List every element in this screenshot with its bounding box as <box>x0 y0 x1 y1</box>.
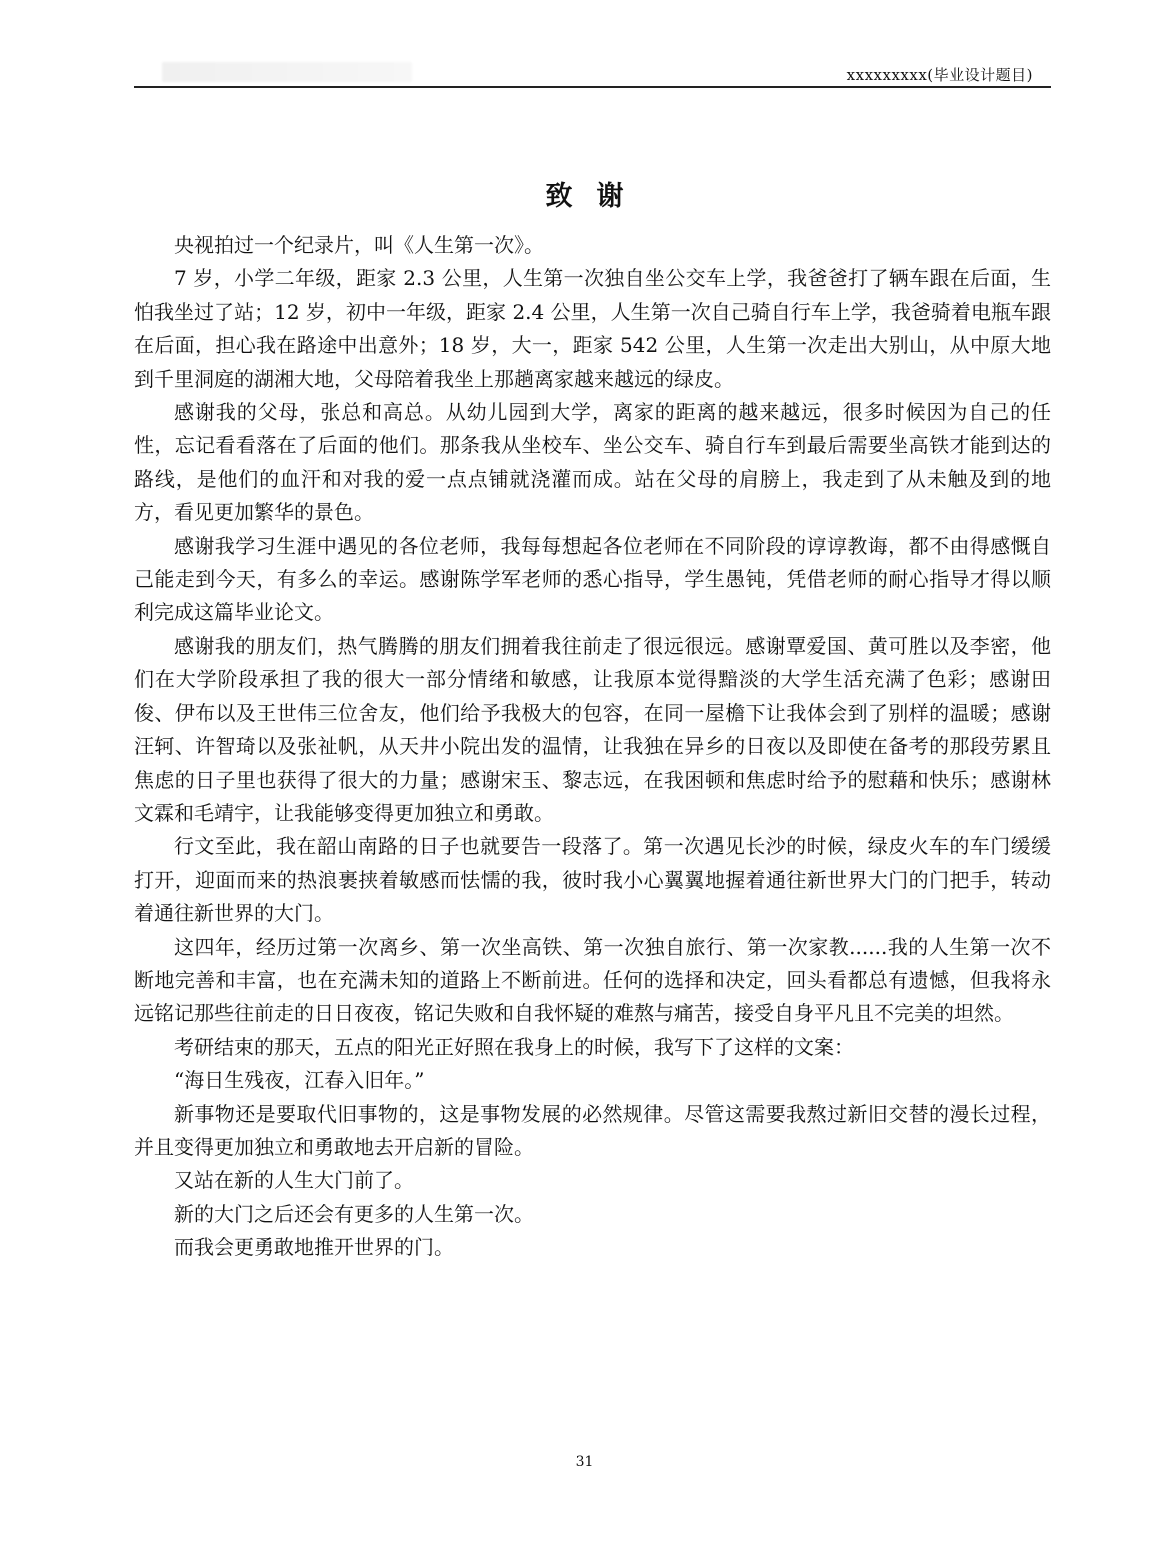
paragraph-first-times: 7 岁，小学二年级，距家 2.3 公里，人生第一次独自坐公交车上学，我爸爸打了辆车跟在后面，生怕我坐过了站；12 岁，初中一年级，距家 2.4 公里，人生第一次自己骑自行车上学，我爸骑着电瓶车跟在后面，担心我在路途中出意外；18 岁，大一，距家 542 公里，人生第一次走出大别山，从中原大地到千里洞庭的湖湘大地，父母陪着我坐上那趟离家越来越远的绿皮。 <box>134 266 1051 391</box>
page-header <box>134 58 1051 88</box>
paragraph-new-door: 又站在新的人生大门前了。 <box>174 1168 414 1193</box>
paragraph-closing: 而我会更勇敢地推开世界的门。 <box>174 1235 454 1260</box>
paragraph-quote: “海日生残夜，江春入旧年。” <box>174 1068 425 1093</box>
paragraph-four-years: 这四年，经历过第一次离乡、第一次坐高铁、第一次独自旅行、第一次家教......我的人生第一次不断地完善和丰富，也在充满未知的道路上不断前进。任何的选择和决定，回头看都总有遗憾，但我将永远铭记那些往前走的日日夜夜，铭记失败和自我怀疑的难熬与痛苦，接受自身平凡且不完美的坦然。 <box>134 934 1051 1026</box>
paragraph-exam-day: 考研结束的那天，五点的阳光正好照在我身上的时候，我写下了这样的文案： <box>174 1034 854 1059</box>
paragraph-more-firsts: 新的大门之后还会有更多的人生第一次。 <box>174 1201 534 1226</box>
page-title: 致谢 <box>545 181 648 212</box>
paragraph-thanks-teachers: 感谢我学习生涯中遇见的各位老师，我每每想起各位老师在不同阶段的谆谆教诲，都不由得感慨自己能走到今天，有多么的幸运。感谢陈学军老师的悉心指导，学生愚钝，凭借老师的耐心指导才得以顺利完成这篇毕业论文。 <box>134 533 1051 625</box>
faded-header-text <box>162 62 412 82</box>
paragraph-thanks-friends: 感谢我的朋友们，热气腾腾的朋友们拥着我往前走了很远很远。感谢覃爱国、黄可胜以及李密，他们在大学阶段承担了我的很大一部分情绪和敏感，让我原本觉得黯淡的大学生活充满了色彩；感谢田俊、伊布以及王世伟三位舍友，他们给予我极大的包容，在同一屋檐下让我体会到了别样的温暖；感谢汪轲、许智琦以及张祉帆，从天井小院出发的温情，让我独在异乡的日夜以及即使在备考的那段劳累且焦虑的日子里也获得了很大的力量；感谢宋玉、黎志远，在我困顿和焦虑时给予的慰藉和快乐；感谢林文霖和毛靖宇，让我能够变得更加独立和勇敢。 <box>134 633 1051 825</box>
header-divider <box>134 86 1051 88</box>
page-number: 31 <box>575 1454 594 1470</box>
acknowledgement-body <box>134 229 1051 1265</box>
paragraph-new-things: 新事物还是要取代旧事物的，这是事物发展的必然规律。尽管这需要我熬过新旧交替的漫长过程，并且变得更加独立和勇敢地去开启新的冒险。 <box>134 1101 1051 1159</box>
paragraph-thanks-parents: 感谢我的父母，张总和高总。从幼儿园到大学，离家的距离的越来越远，很多时候因为自己的任性，忘记看看落在了后面的他们。那条我从坐校车、坐公交车、骑自行车到最后需要坐高铁才能到达的路线，是他们的血汗和对我的爱一点点铺就浇灌而成。站在父母的肩膀上，我走到了从未触及到的地方，看见更加繁华的景色。 <box>134 400 1051 525</box>
header-thesis-title: xxxxxxxxx(毕业设计题目) <box>846 66 1033 84</box>
paragraph-documentary: 央视拍过一个纪录片，叫《人生第一次》。 <box>174 233 544 257</box>
paragraph-changsha: 行文至此，我在韶山南路的日子也就要告一段落了。第一次遇见长沙的时候，绿皮火车的车门缓缓打开，迎面而来的热浪裹挟着敏感而怯懦的我，彼时我小心翼翼地握着通往新世界大门的门把手，转动着通往新世界的大门。 <box>134 834 1051 926</box>
